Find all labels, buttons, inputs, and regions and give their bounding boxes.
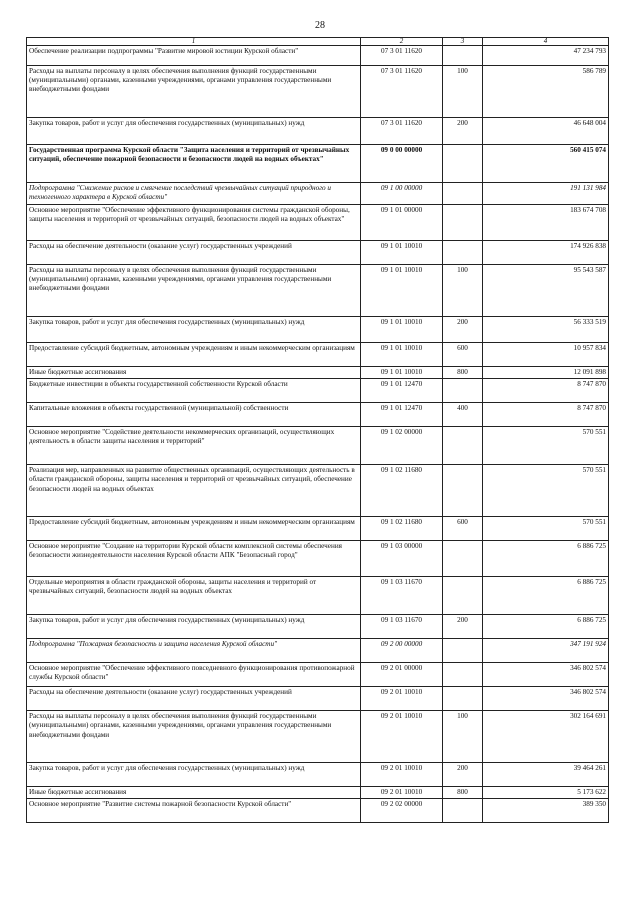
row-vr-cell [443, 46, 483, 66]
row-amount-cell: 191 131 984 [483, 183, 609, 205]
row-code-cell: 07 3 01 11620 [361, 66, 443, 118]
table-row [27, 787, 609, 799]
row-name-cell: Подпрограмма "Снижение рисков и смягчение последствий чрезвычайных ситуаций природного и техногенного характера в Курской области" [27, 183, 361, 205]
row-code-cell: 09 2 01 10010 [361, 787, 443, 799]
row-vr-cell [443, 205, 483, 241]
row-vr-cell [443, 687, 483, 711]
row-name-cell: Расходы на обеспечение деятельности (оказание услуг) государственных учреждений [27, 241, 361, 265]
row-vr-cell [443, 541, 483, 577]
row-code-cell: 09 1 03 11670 [361, 615, 443, 639]
table-row [27, 205, 609, 241]
row-code-cell: 09 1 02 11680 [361, 465, 443, 517]
row-name-cell: Иные бюджетные ассигнования [27, 367, 361, 379]
table-row [27, 46, 609, 66]
row-name-cell: Расходы на выплаты персоналу в целях обеспечения выполнения функций государственными (муниципальными) органами, казенными учреждениями, органами управления государственными внебюджетными фондами [27, 265, 361, 317]
row-code-cell: 09 1 03 11670 [361, 577, 443, 615]
table-row [27, 379, 609, 403]
table-row [27, 183, 609, 205]
row-name-cell: Расходы на выплаты персоналу в целях обеспечения выполнения функций государственными (муниципальными) органами, казенными учреждениями, органами управления государственными внебюджетными фондами [27, 66, 361, 118]
row-amount-cell: 570 551 [483, 517, 609, 541]
table-row [27, 541, 609, 577]
row-vr-cell: 800 [443, 367, 483, 379]
row-vr-cell [443, 145, 483, 183]
table-row [27, 317, 609, 343]
row-name-cell: Предоставление субсидий бюджетным, автономным учреждениям и иным некоммерческим организациям [27, 517, 361, 541]
table-row [27, 711, 609, 763]
row-vr-cell: 800 [443, 787, 483, 799]
row-vr-cell: 200 [443, 317, 483, 343]
row-amount-cell: 586 789 [483, 66, 609, 118]
row-amount-cell: 560 415 074 [483, 145, 609, 183]
row-name-cell: Расходы на обеспечение деятельности (оказание услуг) государственных учреждений [27, 687, 361, 711]
row-vr-cell [443, 241, 483, 265]
row-name-cell: Основное мероприятие "Создание на территории Курской области комплексной системы обеспечения безопасности жизнедеятельности населения Курской области АПК "Безопасный город" [27, 541, 361, 577]
row-code-cell: 09 1 02 00000 [361, 427, 443, 465]
row-name-cell: Предоставление субсидий бюджетным, автономным учреждениям и иным некоммерческим организациям [27, 343, 361, 367]
row-name-cell: Закупка товаров, работ и услуг для обеспечения государственных (муниципальных) нужд [27, 763, 361, 787]
col-number-4: 4 [483, 38, 609, 46]
row-amount-cell: 8 747 870 [483, 403, 609, 427]
row-code-cell: 09 1 02 11680 [361, 517, 443, 541]
table-row [27, 639, 609, 663]
col-number-2: 2 [361, 38, 443, 46]
row-name-cell: Закупка товаров, работ и услуг для обеспечения государственных (муниципальных) нужд [27, 317, 361, 343]
row-code-cell: 07 3 01 11620 [361, 118, 443, 145]
row-amount-cell: 347 191 924 [483, 639, 609, 663]
row-vr-cell [443, 577, 483, 615]
row-amount-cell: 47 234 793 [483, 46, 609, 66]
row-vr-cell: 200 [443, 763, 483, 787]
row-name-cell: Капитальные вложения в объекты государственной (муниципальной) собственности [27, 403, 361, 427]
row-amount-cell: 570 551 [483, 427, 609, 465]
row-amount-cell: 570 551 [483, 465, 609, 517]
row-code-cell: 09 1 00 00000 [361, 183, 443, 205]
row-code-cell: 09 1 01 12470 [361, 379, 443, 403]
table-row [27, 427, 609, 465]
table-body [27, 38, 609, 823]
table-row [27, 663, 609, 687]
row-code-cell: 09 2 01 00000 [361, 663, 443, 687]
row-vr-cell [443, 465, 483, 517]
row-name-cell: Закупка товаров, работ и услуг для обеспечения государственных (муниципальных) нужд [27, 118, 361, 145]
row-vr-cell: 600 [443, 517, 483, 541]
row-amount-cell: 389 350 [483, 799, 609, 823]
row-code-cell: 09 1 01 10010 [361, 265, 443, 317]
row-amount-cell: 302 164 691 [483, 711, 609, 763]
table-row [27, 465, 609, 517]
row-name-cell: Обеспечение реализации подпрограммы "Развитие мировой юстиции Курской области" [27, 46, 361, 66]
table-row [27, 66, 609, 118]
row-vr-cell: 100 [443, 265, 483, 317]
table-row [27, 118, 609, 145]
row-amount-cell: 46 648 004 [483, 118, 609, 145]
row-vr-cell: 100 [443, 711, 483, 763]
table-row [27, 343, 609, 367]
table-row [27, 265, 609, 317]
row-code-cell: 09 0 00 00000 [361, 145, 443, 183]
row-vr-cell [443, 183, 483, 205]
row-amount-cell: 12 091 898 [483, 367, 609, 379]
row-amount-cell: 346 802 574 [483, 663, 609, 687]
row-name-cell: Бюджетные инвестиции в объекты государственной собственности Курской области [27, 379, 361, 403]
row-name-cell: Закупка товаров, работ и услуг для обеспечения государственных (муниципальных) нужд [27, 615, 361, 639]
table-row [27, 687, 609, 711]
row-code-cell: 09 2 01 10010 [361, 763, 443, 787]
row-name-cell: Реализация мер, направленных на развитие общественных организаций, осуществляющих деятельность в области гражданской обороны, защиты населения и территорий от чрезвычайных ситуаций, обеспечение безопасности людей на водных объектах [27, 465, 361, 517]
table-row [27, 367, 609, 379]
row-name-cell: Подпрограмма "Пожарная безопасность и защита населения Курской области" [27, 639, 361, 663]
page-number: 28 [315, 20, 325, 31]
row-code-cell: 09 1 01 00000 [361, 205, 443, 241]
row-vr-cell: 600 [443, 343, 483, 367]
row-name-cell: Основное мероприятие "Обеспечение эффективного функционирования системы гражданской обороны, защиты населения и территорий от чрезвычайных ситуаций, безопасности людей на водных объектах" [27, 205, 361, 241]
table-row [27, 145, 609, 183]
row-vr-cell: 200 [443, 615, 483, 639]
table-row [27, 403, 609, 427]
col-number-3: 3 [443, 38, 483, 46]
row-code-cell: 09 2 01 10010 [361, 711, 443, 763]
table-row [27, 241, 609, 265]
row-amount-cell: 174 926 838 [483, 241, 609, 265]
row-code-cell: 09 1 01 10010 [361, 241, 443, 265]
table-row [27, 763, 609, 787]
table-row [27, 615, 609, 639]
row-code-cell: 09 2 00 00000 [361, 639, 443, 663]
col-number-1: 1 [27, 38, 361, 46]
row-code-cell: 09 2 02 00000 [361, 799, 443, 823]
row-amount-cell: 56 333 519 [483, 317, 609, 343]
row-amount-cell: 8 747 870 [483, 379, 609, 403]
row-code-cell: 09 1 01 12470 [361, 403, 443, 427]
row-name-cell: Основное мероприятие "Обеспечение эффективного повседневного функционирования противопожарной службы Курской области" [27, 663, 361, 687]
row-vr-cell: 400 [443, 403, 483, 427]
row-code-cell: 09 1 01 10010 [361, 343, 443, 367]
budget-table [26, 37, 609, 823]
column-number-row [27, 38, 609, 46]
table-row [27, 517, 609, 541]
row-name-cell: Основное мероприятие "Содействие деятельности некоммерческих организаций, осуществляющих деятельность в области защиты населения и территорий" [27, 427, 361, 465]
row-vr-cell [443, 639, 483, 663]
row-code-cell: 09 1 03 00000 [361, 541, 443, 577]
row-vr-cell [443, 427, 483, 465]
row-amount-cell: 6 886 725 [483, 541, 609, 577]
row-code-cell: 09 1 01 10010 [361, 367, 443, 379]
row-amount-cell: 6 886 725 [483, 615, 609, 639]
row-code-cell: 09 1 01 10010 [361, 317, 443, 343]
row-vr-cell: 200 [443, 118, 483, 145]
row-name-cell: Расходы на выплаты персоналу в целях обеспечения выполнения функций государственными (муниципальными) органами, казенными учреждениями, органами управления государственными внебюджетными фондами [27, 711, 361, 763]
row-name-cell: Основное мероприятие "Развитие системы пожарной безопасности Курской области" [27, 799, 361, 823]
row-name-cell: Отдельные мероприятия в области гражданской обороны, защиты населения и территорий от чрезвычайных ситуаций, безопасности людей на водных объектах [27, 577, 361, 615]
row-amount-cell: 95 543 587 [483, 265, 609, 317]
row-code-cell: 07 3 01 11620 [361, 46, 443, 66]
row-vr-cell: 100 [443, 66, 483, 118]
row-code-cell: 09 2 01 10010 [361, 687, 443, 711]
row-name-cell: Иные бюджетные ассигнования [27, 787, 361, 799]
table-row [27, 799, 609, 823]
row-amount-cell: 346 802 574 [483, 687, 609, 711]
row-amount-cell: 39 464 261 [483, 763, 609, 787]
table-row [27, 577, 609, 615]
row-amount-cell: 6 886 725 [483, 577, 609, 615]
row-amount-cell: 5 173 622 [483, 787, 609, 799]
row-vr-cell [443, 799, 483, 823]
row-amount-cell: 10 957 834 [483, 343, 609, 367]
row-vr-cell [443, 379, 483, 403]
row-name-cell: Государственная программа Курской области "Защита населения и территорий от чрезвычайных ситуаций, обеспечение пожарной безопасности и безопасности людей на водных объектах" [27, 145, 361, 183]
row-vr-cell [443, 663, 483, 687]
row-amount-cell: 183 674 708 [483, 205, 609, 241]
